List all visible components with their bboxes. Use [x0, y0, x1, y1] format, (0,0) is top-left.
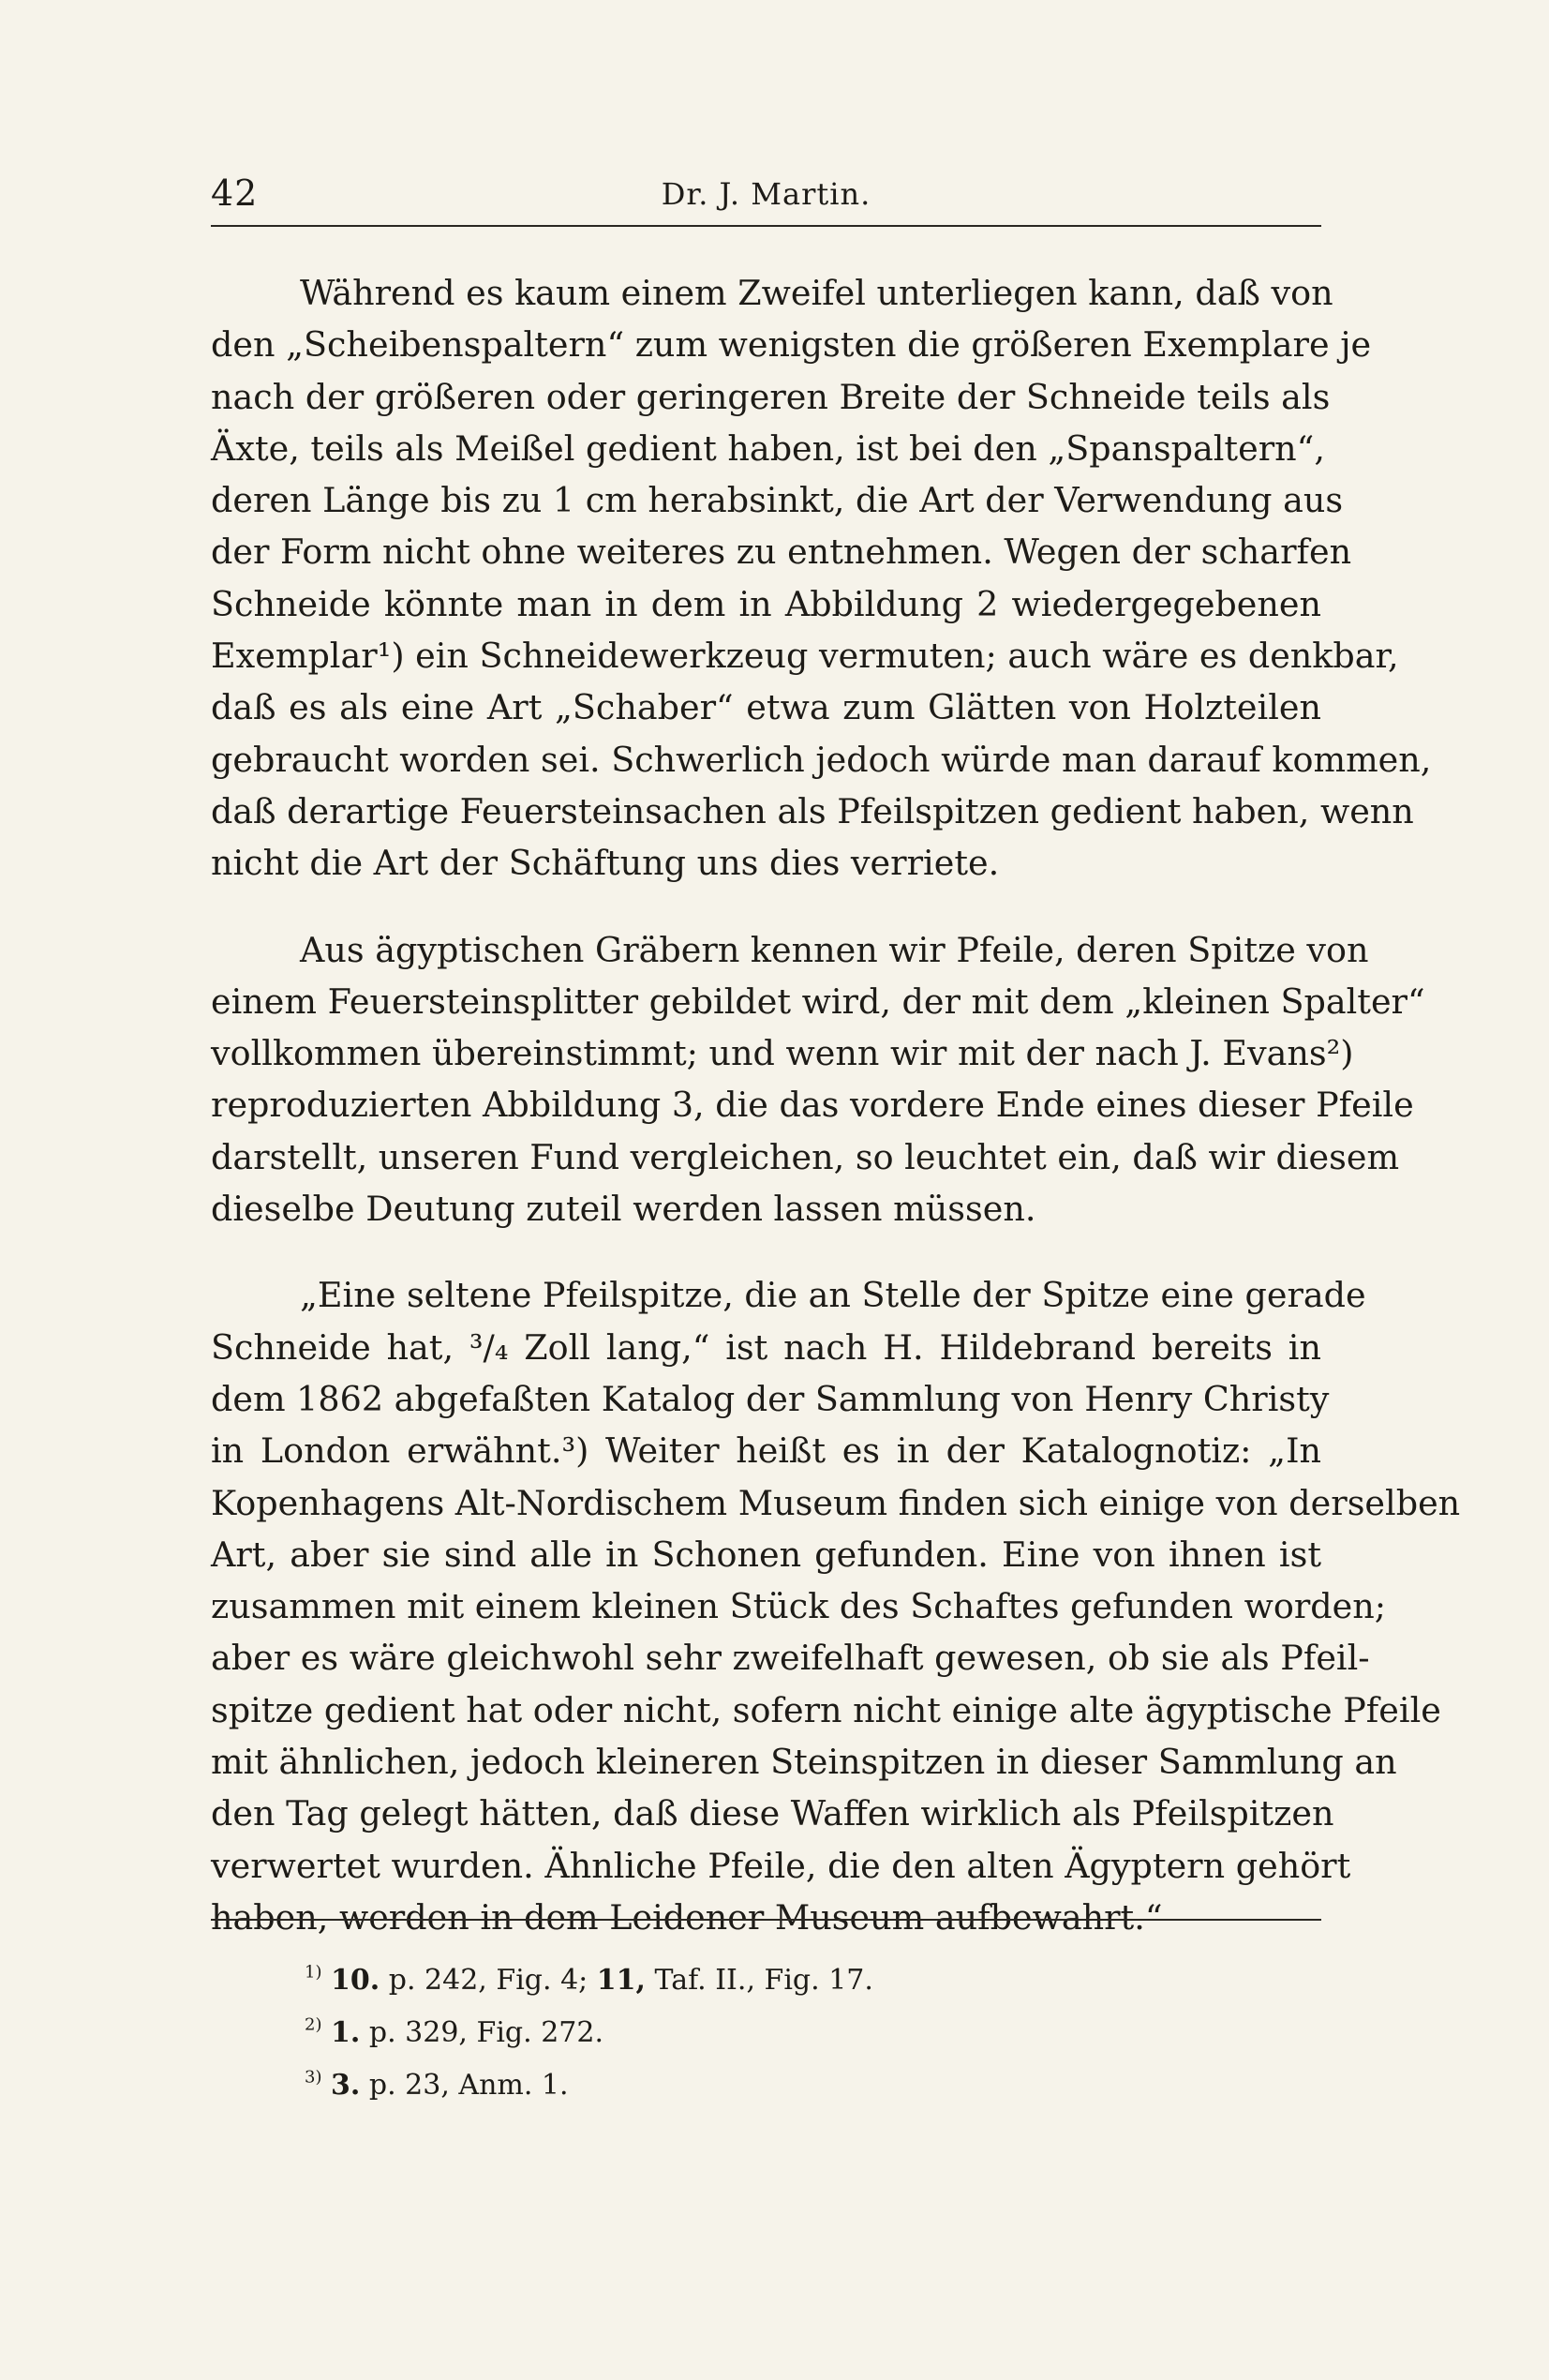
paragraph-2 — [211, 924, 1425, 1235]
text-line: mit ähnlichen, jedoch kleineren Steinspitzen in dieser Sammlung an — [211, 1742, 1397, 1783]
text-line: nicht die Art der Schäftung uns dies verriete. — [211, 843, 1000, 884]
text-line: Aus ägyptischen Gräbern kennen wir Pfeile, deren Spitze von — [300, 929, 1369, 970]
text-line: gebraucht worden sei. Schwerlich jedoch würde man darauf kommen, — [211, 739, 1432, 780]
text-line: Kopenhagens Alt-Nordischem Museum finden sich einige von derselben — [211, 1482, 1461, 1523]
page-header — [211, 169, 1321, 227]
text-line: Während es kaum einem Zweifel unterliegen kann, daß von — [300, 273, 1333, 313]
footnote-rule — [211, 1919, 1321, 1921]
text-line: daß derartige Feuersteinsachen als Pfeilspitzen gedient haben, wenn — [211, 790, 1414, 831]
text-line: dem 1862 abgefaßten Katalog der Sammlung von Henry Christy — [211, 1378, 1330, 1419]
text-line: vollkommen übereinstimmt; und wenn wir mit der nach J. Evans²) — [211, 1033, 1354, 1074]
footnote-text: p. 329, Fig. 272. — [360, 2016, 603, 2049]
footnote-marker: 1) — [305, 1962, 322, 1983]
text-line: in London erwähnt.³) Weiter heißt es in der Katalognotiz: „In — [211, 1430, 1321, 1472]
text-line: aber es wäre gleichwohl sehr zweifelhaft gewesen, ob sie als Pfeil- — [211, 1638, 1370, 1679]
text-line: darstellt, unseren Fund vergleichen, so leuchtet ein, daß wir diesem — [211, 1136, 1400, 1177]
footnote-2 — [305, 2007, 1242, 2059]
text-line: Exemplar¹) ein Schneidewerkzeug vermuten; auch wäre es denkbar, — [211, 636, 1399, 677]
footnote-marker: 2) — [305, 2014, 322, 2035]
footnote-ref: 1. — [331, 2016, 361, 2049]
text-line: reproduzierten Abbildung 3, die das vordere Ende eines dieser Pfeile — [211, 1085, 1414, 1126]
text-line: spitze gedient hat oder nicht, sofern nicht einige alte ägyptische Pfeile — [211, 1689, 1441, 1730]
text-line: „Eine seltene Pfeilspitze, die an Stelle der Spitze eine gerade — [300, 1275, 1366, 1316]
text-line: nach der größeren oder geringeren Breite der Schneide teils als — [211, 376, 1331, 417]
text-line: Schneide hat, ³/₄ Zoll lang,“ ist nach H. Hildebrand bereits in — [211, 1326, 1321, 1368]
footnotes — [305, 1954, 1242, 2112]
footnote-ref: 11, — [596, 1964, 646, 1997]
text-line: Schneide könnte man in dem in Abbildung 2 wiedergegebenen — [211, 583, 1321, 624]
paragraph-3 — [211, 1269, 1461, 1943]
text-line: zusammen mit einem kleinen Stück des Schaftes gefunden worden; — [211, 1586, 1387, 1627]
footnote-3 — [305, 2059, 1242, 2112]
text-line: der Form nicht ohne weiteres zu entnehmen. Wegen der scharfen — [211, 531, 1352, 573]
paragraph-spacer — [211, 890, 1321, 924]
paragraph-1 — [211, 267, 1432, 890]
footnote-1 — [305, 1954, 1242, 2007]
text-line: verwertet wurden. Ähnliche Pfeile, die den alten Ägyptern gehört — [211, 1845, 1351, 1886]
text-line: haben, werden in dem Leidener Museum aufbewahrt.“ — [211, 1896, 1163, 1938]
text-line: Äxte, teils als Meißel gedient haben, ist bei den „Spanspaltern“, — [211, 427, 1325, 469]
paragraph-spacer — [211, 1235, 1321, 1269]
footnote-ref: 10. — [331, 1964, 380, 1997]
footnote-text: p. 242, Fig. 4; — [380, 1964, 597, 1997]
text-line: deren Länge bis zu 1 cm herabsinkt, die Art der Verwendung aus — [211, 480, 1344, 521]
text-line: daß es als eine Art „Schaber“ etwa zum Glätten von Holzteilen — [211, 687, 1321, 728]
footnote-ref: 3. — [331, 2069, 361, 2102]
body-text — [211, 267, 1461, 1943]
footnote-text: Taf. II., Fig. 17. — [646, 1964, 873, 1997]
footnote-marker: 3) — [305, 2067, 322, 2088]
text-line: den „Scheibenspaltern“ zum wenigsten die größeren Exemplare je — [211, 324, 1372, 366]
footnote-text: p. 23, Anm. 1. — [360, 2069, 569, 2102]
text-line: dieselbe Deutung zuteil werden lassen müssen. — [211, 1189, 1036, 1230]
text-line: den Tag gelegt hätten, daß diese Waffen wirklich als Pfeilspitzen — [211, 1793, 1334, 1834]
running-head: Dr. J. Martin. — [661, 176, 871, 212]
text-line: Art, aber sie sind alle in Schonen gefunden. Eine von ihnen ist — [211, 1534, 1321, 1575]
page-number: 42 — [211, 172, 259, 214]
text-line: einem Feuersteinsplitter gebildet wird, der mit dem „kleinen Spalter“ — [211, 980, 1425, 1022]
